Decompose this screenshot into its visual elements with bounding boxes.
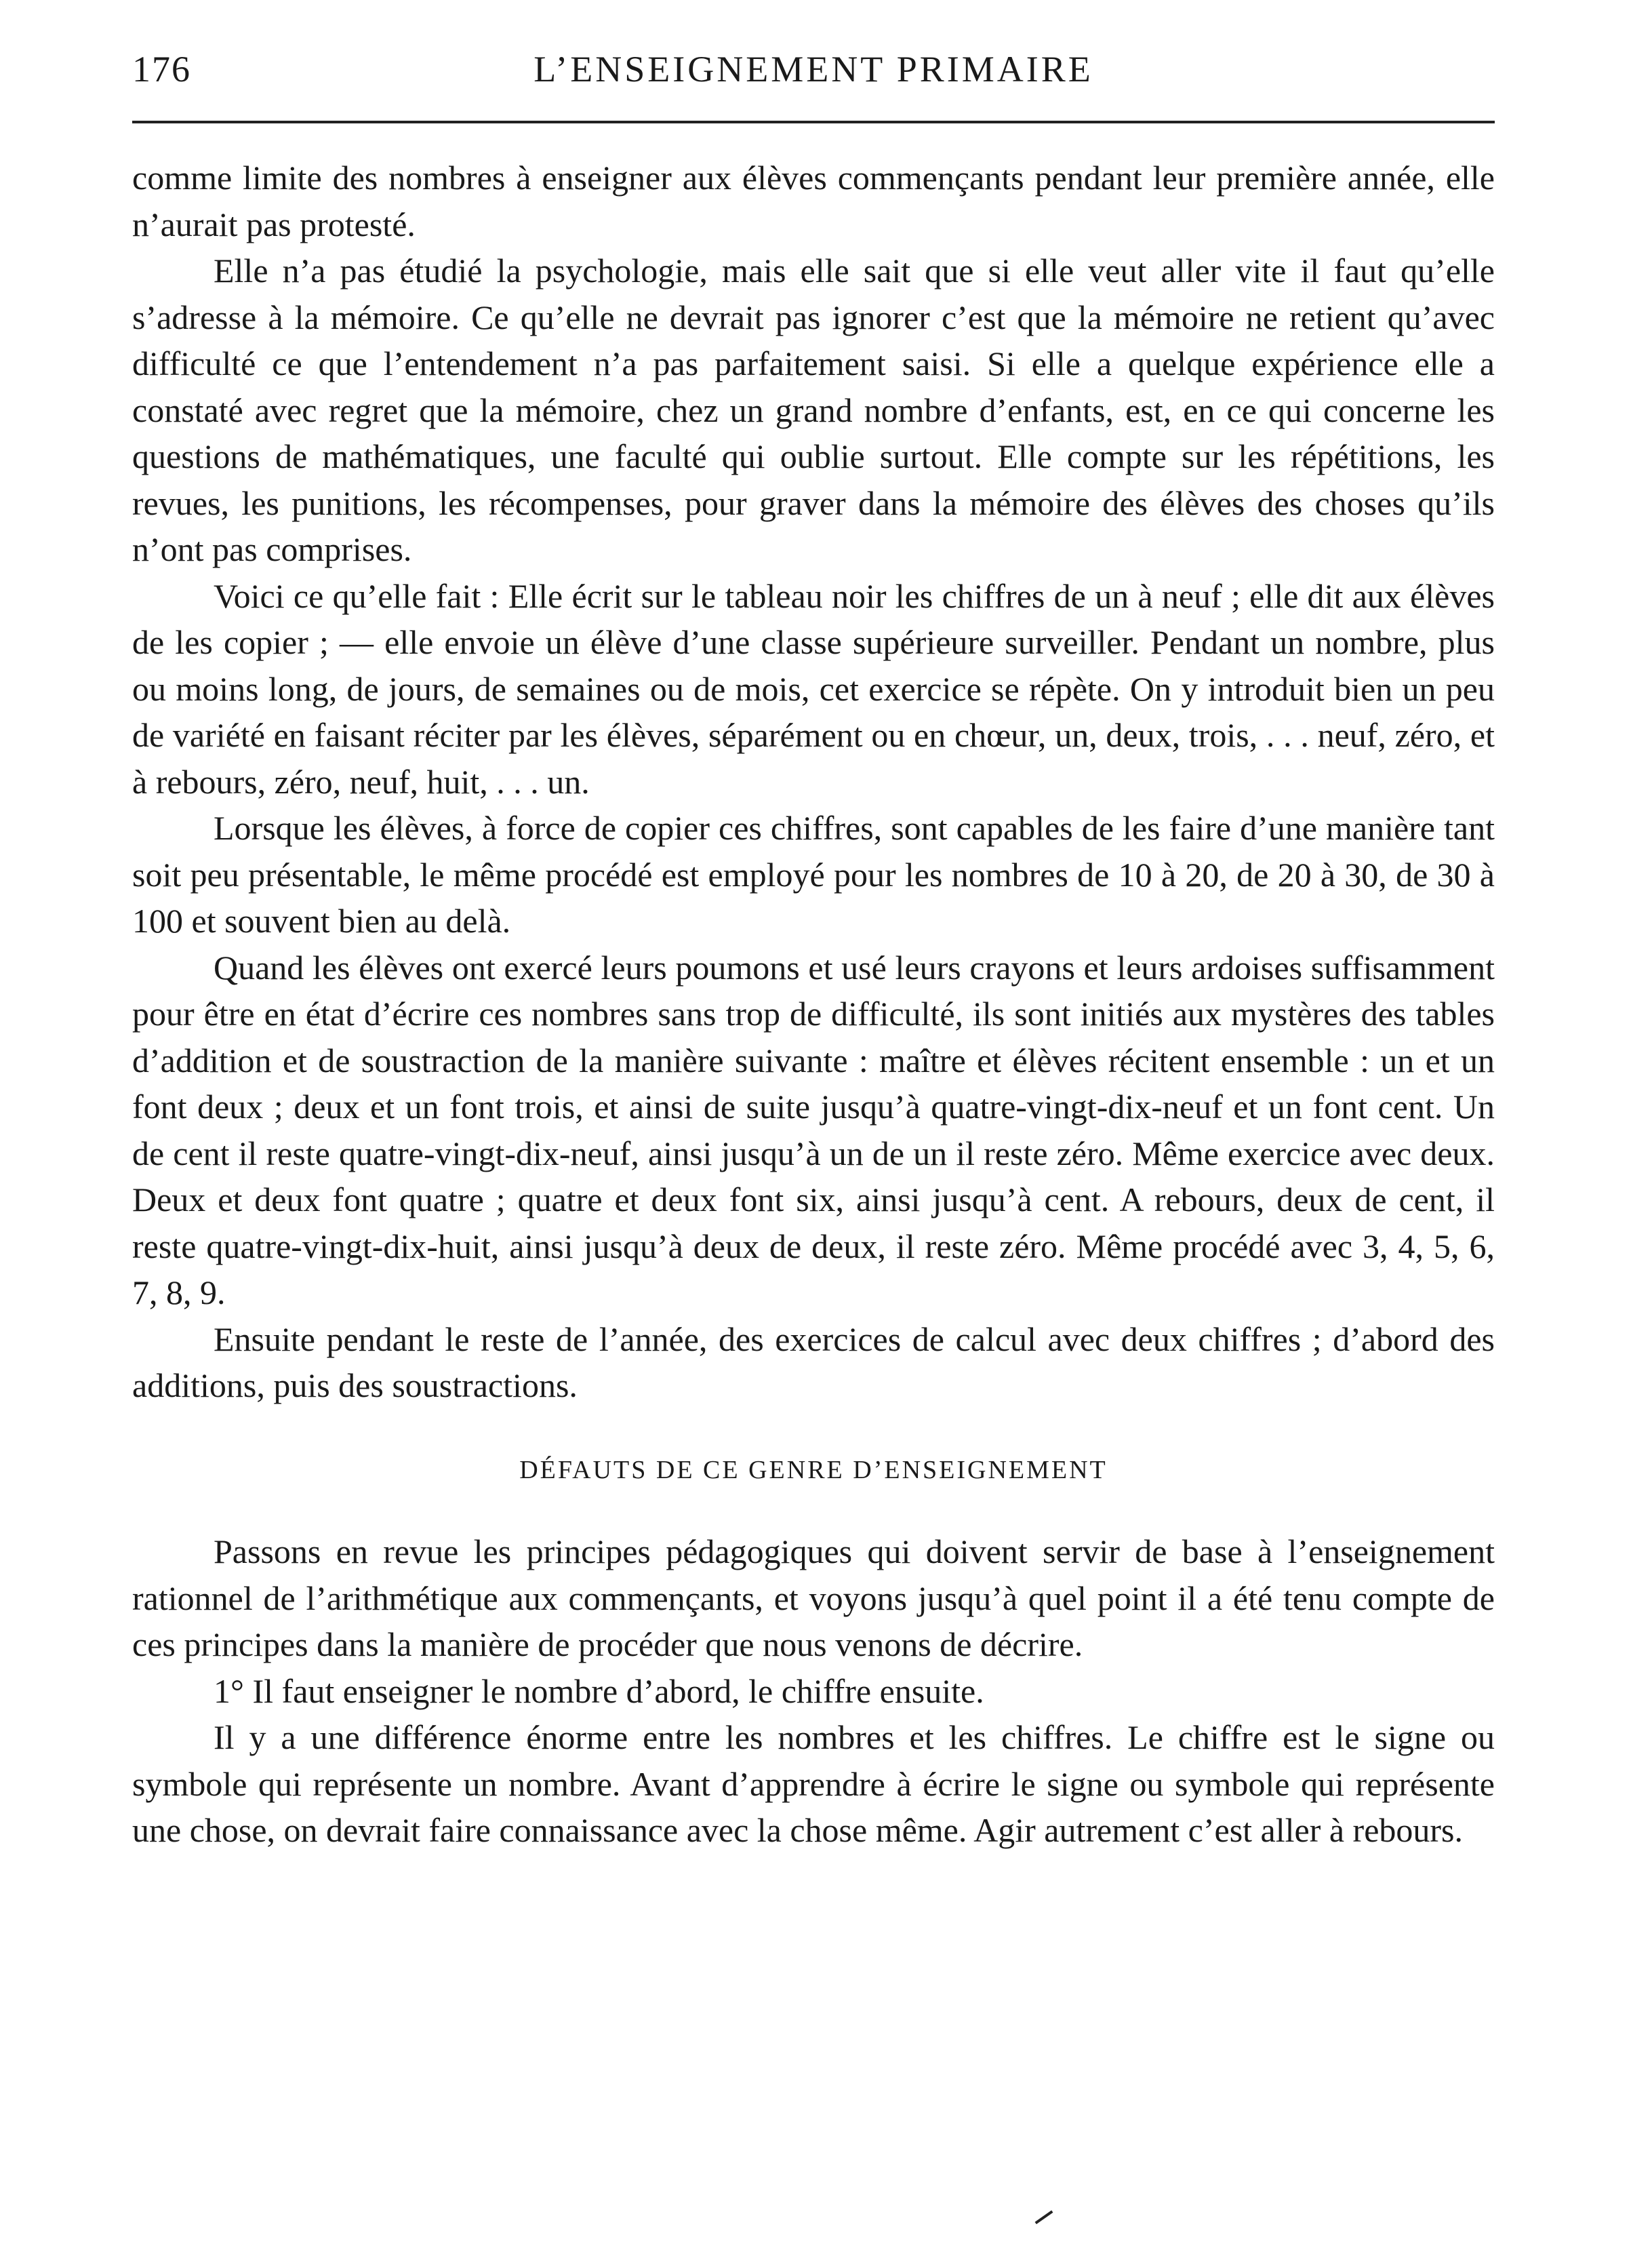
paragraph: Il y a une différence énorme entre les nombres et les chiffres. Le chiffre est le signe ou symbole qui représente un nombre. Avant d’apprendre à écrire le signe ou symbole qui représente une chose, on devrait faire connaissance avec la chose même. Agir autrement c’est aller à rebours. xyxy=(132,1718,1495,1849)
section-heading: DÉFAUTS DE CE GENRE D’ENSEIGNEMENT xyxy=(519,1455,1108,1484)
paragraph: Lorsque les élèves, à force de copier ces chiffres, sont capables de les faire d’une manière tant soit peu présentable, le même procédé est employé pour les nombres de 10 à 20, de 20 à 30, de 30 à 100 et souvent bien au delà. xyxy=(132,809,1495,940)
ink-mark xyxy=(1035,2210,1053,2224)
paragraph-continuation: comme limite des nombres à enseigner aux élèves commençants pendant leur première année, elle n’aurait pas protesté. xyxy=(132,159,1495,243)
running-title: L’ENSEIGNEMENT PRIMAIRE xyxy=(533,49,1093,90)
paragraph: Quand les élèves ont exercé leurs poumons et usé leurs crayons et leurs ardoises suffisamment pour être en état d’écrire ces nombres sans trop de difficulté, ils sont initiés aux mystères des tables d’addition et de soustraction de la manière suivante : maître et élèves récitent ensemble : un et un font deux ; deux et un font trois, et ainsi de suite jusqu’à quatre-vingt-dix-neuf et un font cent. Un de cent il reste quatre-vingt-dix-neuf, ainsi jusqu’à un de un il reste zéro. Même exercice avec deux. Deux et deux font quatre ; quatre et deux font six, ainsi jusqu’à cent. A rebours, deux de cent, il reste quatre-vingt-dix-huit, ainsi jusqu’à deux de deux, il reste zéro. Même procédé avec 3, 4, 5, 6, 7, 8, 9. xyxy=(132,948,1495,1311)
body-text xyxy=(132,155,1495,1854)
paragraph: Ensuite pendant le reste de l’année, des exercices de calcul avec deux chiffres ; d’abord des additions, puis des soustractions. xyxy=(132,1320,1495,1404)
paragraph: Elle n’a pas étudié la psychologie, mais elle sait que si elle veut aller vite il faut qu’elle s’adresse à la mémoire. Ce qu’elle ne devrait pas ignorer c’est que la mémoire ne retient qu’avec difficulté ce que l’entendement n’a pas parfaitement saisi. Si elle a quelque expérience elle a constaté avec regret que la mémoire, chez un grand nombre d’enfants, est, en ce qui concerne les questions de mathématiques, une faculté qui oublie surtout. Elle compte sur les répétitions, les revues, les punitions, les récompenses, pour graver dans la mémoire des élèves des choses qu’ils n’ont pas comprises. xyxy=(132,252,1495,568)
page-header xyxy=(132,42,1495,96)
page-number: 176 xyxy=(132,49,191,90)
principle-heading: 1° Il faut enseigner le nombre d’abord, le chiffre ensuite. xyxy=(214,1671,984,1710)
paragraph: Passons en revue les principes pédagogiques qui doivent servir de base à l’enseignement rationnel de l’arithmétique aux commençants, et voyons jusqu’à quel point il a été tenu compte de ces principes dans la manière de procéder que nous venons de décrire. xyxy=(132,1532,1495,1663)
header-rule xyxy=(132,121,1495,123)
paragraph: Voici ce qu’elle fait : Elle écrit sur le tableau noir les chiffres de un à neuf ; elle dit aux élèves de les copier ; — elle envoie un élève d’une classe supérieure surveiller. Pendant un nombre, plus ou moins long, de jours, de semaines ou de mois, cet exercice se répète. On y introduit bien un peu de variété en faisant réciter par les élèves, séparément ou en chœur, un, deux, trois, . . . neuf, zéro, et à rebours, zéro, neuf, huit, . . . un. xyxy=(132,576,1495,801)
